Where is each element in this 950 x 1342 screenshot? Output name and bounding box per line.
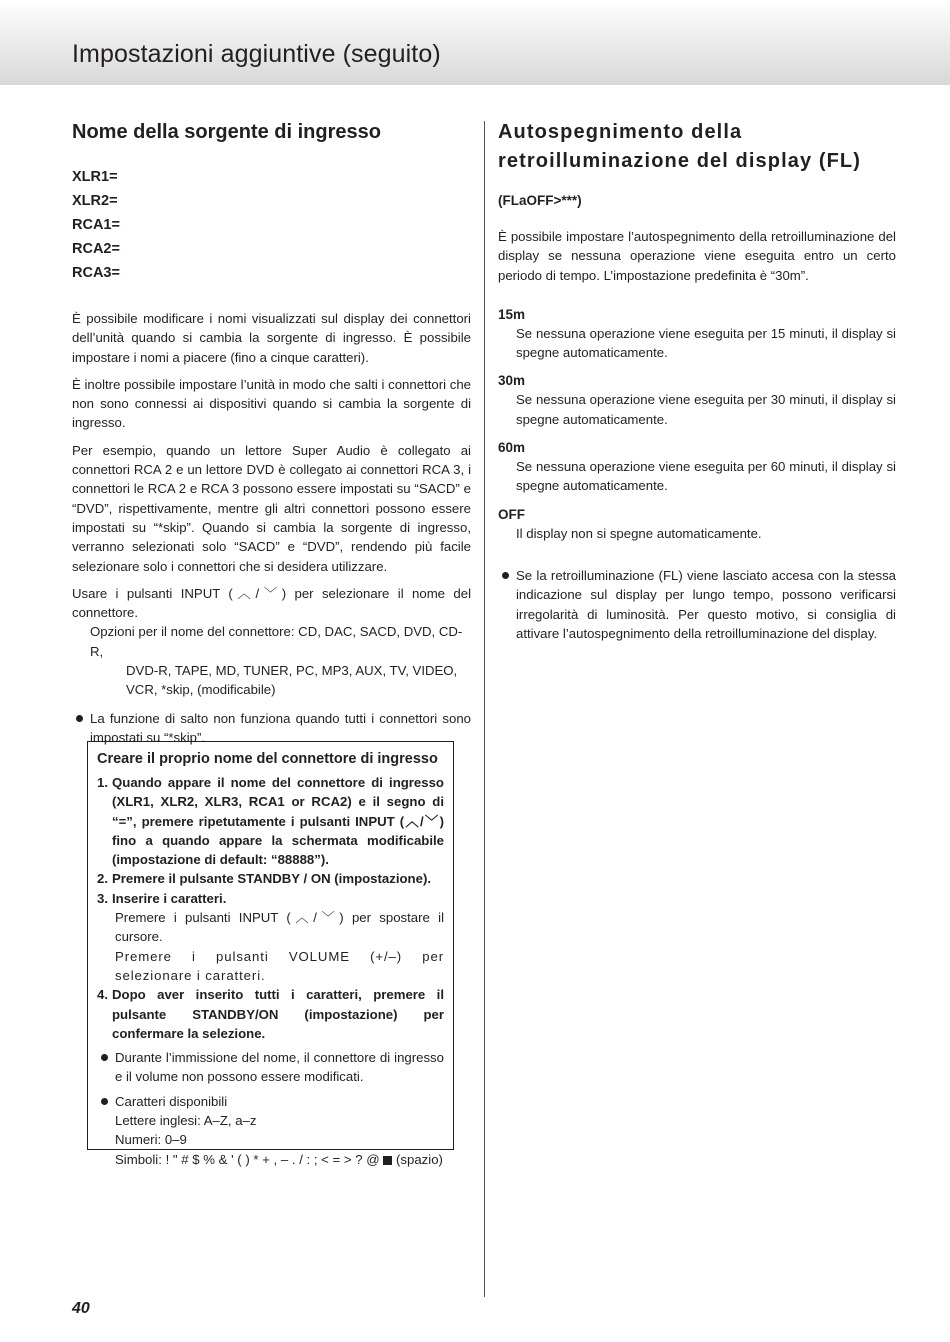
space-label: (spazio): [396, 1151, 443, 1167]
step-1: [97, 773, 444, 869]
right-column: [498, 118, 896, 643]
bullet-text: Se la retroilluminazione (FL) viene lasciato accesa con la stessa indicazione sul display per lungo tempo, possono verificarsi irregolarità di luminosità. Per questo motivo, si consiglia di attivare l’autospegnimento della retroilluminazione del display.: [516, 567, 896, 641]
bullet-icon: [101, 1054, 108, 1061]
option-term: OFF: [498, 506, 525, 522]
step-text: Dopo aver inserito tutti i caratteri, premere il pulsante STANDBY/ON (impostazione) per confermare la selezione.: [112, 987, 444, 1041]
paragraph: Usare i pulsanti INPUT (︿/﹀) per selezionare il nome del connettore.: [72, 585, 471, 621]
bullet-icon: [101, 1098, 108, 1105]
step-number: 4.: [97, 987, 108, 1003]
option-desc: Il display non si spegne automaticamente.: [516, 525, 762, 541]
option-desc: Se nessuna operazione viene eseguita per 15 minuti, il display si spegne automaticamente.: [516, 325, 896, 361]
options-line: Opzioni per il nome del connettore: CD, DAC, SACD, DVD, CD-R,: [90, 624, 463, 659]
box-title: Creare il proprio nome del connettore di ingresso: [97, 751, 438, 767]
bullet-item: [97, 1092, 444, 1169]
step-2: [97, 869, 444, 888]
chars-letters: Lettere inglesi: A–Z, a–z: [115, 1113, 257, 1129]
input-code: RCA3=: [72, 265, 120, 281]
input-code: RCA2=: [72, 241, 120, 257]
step-4: [97, 985, 444, 1043]
section-heading-input-name: Nome della sorgente di ingresso: [72, 121, 381, 143]
step-text: Quando appare il nome del connettore di ingresso (XLR1, XLR2, XLR3, RCA1 or RCA2) e il segno di “=”, premere ripetutamente i pulsanti INPUT (︿/﹀) fino a quando appare la schermata modificabile (impostazione di default: “88888”).: [112, 775, 444, 868]
step-text: Premere il pulsante STANDBY / ON (impostazione).: [112, 871, 432, 887]
column-divider: [484, 121, 485, 1297]
paragraph: È possibile impostare l’autospegnimento della retroilluminazione del display se nessuna operazione viene eseguita entro un certo periodo di tempo. L’impostazione predefinita è “30m”.: [498, 229, 896, 283]
paragraph: È inoltre possibile impostare l’unità in modo che salti i connettori che non sono connessi ai dispositivi quando si cambia la sorgente di ingresso.: [72, 376, 471, 431]
step-text: Inserire i caratteri.: [112, 890, 227, 906]
option-desc: Se nessuna operazione viene eseguita per 60 minuti, il display si spegne automaticamente.: [516, 459, 896, 494]
option-list: [498, 305, 896, 543]
options-line: DVD-R, TAPE, MD, TUNER, PC, MP3, AUX, TV, VIDEO, VCR, *skip, (modificabile): [126, 663, 458, 698]
paragraph: Per esempio, quando un lettore Super Audio è collegato ai connettori RCA 2 e un lettore DVD è collegato ai connettori RCA 3, i connettori le RCA 2 e RCA 3 possono essere impostati su “SACD” e “DVD”, rispettivamente, mentre gli altri connettori possono essere impostati su “*skip”. Quando si cambia la sorgente di ingresso, verranno selezionati solo “SACD” e “DVD”, rendendo più facile selezionare solo i connettori che si desidera utilizzare.: [72, 442, 471, 574]
option-term: 15m: [498, 306, 526, 322]
chars-symbols: [115, 1150, 444, 1169]
step-number: 3.: [97, 890, 108, 906]
bullet-text: Caratteri disponibili: [115, 1093, 228, 1109]
page-title: Impostazioni aggiuntive (seguito): [72, 40, 441, 68]
step-number: 2.: [97, 871, 108, 887]
step-3: [97, 889, 444, 908]
page-header: [0, 0, 950, 85]
setting-code: (FLaOFF>***): [498, 193, 582, 208]
bullet-text: Durante l’immissione del nome, il connettore di ingresso e il volume non possono essere modificati.: [115, 1050, 444, 1085]
page-number: 40: [72, 1300, 90, 1317]
step-3-detail: Premere i pulsanti VOLUME (+/–) per selezionare i caratteri.: [115, 948, 444, 983]
input-code-list: [72, 165, 471, 285]
step-number: 1.: [97, 775, 108, 790]
bullet-item: [498, 566, 896, 643]
input-code: XLR1=: [72, 169, 118, 185]
bullet-icon: [502, 572, 509, 579]
bullet-item: [97, 1048, 444, 1087]
input-code: XLR2=: [72, 193, 118, 209]
bullet-icon: [76, 715, 83, 722]
bullet-text: La funzione di salto non funziona quando tutti i connettori sono impostati su “*skip”.: [90, 710, 471, 745]
space-square-icon: [383, 1156, 392, 1165]
paragraph: È possibile modificare i nomi visualizzati sul display dei connettori dell’unità quando si cambia la sorgente di ingresso. È possibile impostare i nomi a piacere (fino a cinque caratteri).: [72, 311, 471, 365]
option-term: 30m: [498, 373, 526, 389]
section-heading-backlight: Autospegnimento della retroilluminazione del display (FL): [498, 121, 861, 172]
step-3-detail: Premere i pulsanti INPUT (︿/﹀) per spostare il cursore.: [115, 910, 444, 945]
left-column: [72, 118, 471, 747]
option-term: 60m: [498, 440, 526, 456]
connector-options: [72, 622, 471, 699]
chars-symbols-text: Simboli: ! " # $ % & ' ( ) * + , – . / : ; < = > ? @: [115, 1151, 380, 1167]
input-code: RCA1=: [72, 217, 120, 233]
chars-numbers: Numeri: 0–9: [115, 1132, 187, 1148]
custom-name-box: [87, 741, 454, 1167]
option-desc: Se nessuna operazione viene eseguita per 30 minuti, il display si spegne automaticamente.: [516, 392, 896, 427]
